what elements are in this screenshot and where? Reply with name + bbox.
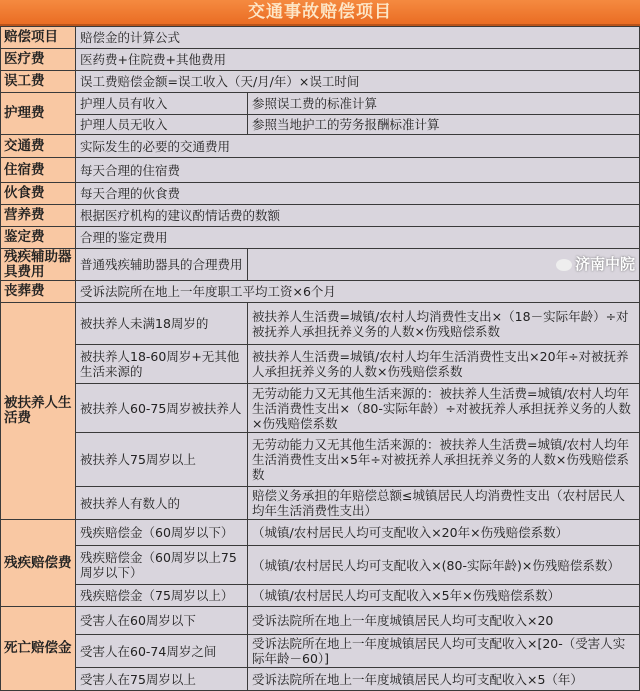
row-value: 每天合理的伙食费 bbox=[76, 183, 640, 205]
row-condition: 残疾赔偿金（60周岁以下） bbox=[76, 520, 248, 546]
table-row bbox=[1, 183, 640, 205]
row-value: 合理的鉴定费用 bbox=[76, 227, 640, 249]
table-row bbox=[1, 585, 640, 607]
row-value: 受诉法院所在地上一年度职工平均工资×6个月 bbox=[76, 281, 640, 303]
row-value: 根据医疗机构的建议酌情话费的数额 bbox=[76, 205, 640, 227]
row-label: 营养费 bbox=[1, 205, 76, 227]
row-condition: 被扶养人有数人的 bbox=[76, 487, 248, 520]
row-value: 受诉法院所在地上一年度城镇居民人均可支配收入×20 bbox=[248, 607, 640, 635]
row-value: 受诉法院所在地上一年度城镇居民人均可支配收入×[20-（受害人实际年龄－60）] bbox=[248, 635, 640, 668]
row-label: 住宿费 bbox=[1, 158, 76, 183]
watermark bbox=[556, 257, 635, 272]
table-row bbox=[1, 384, 640, 433]
compensation-table bbox=[0, 26, 640, 691]
row-value: 普通残疾辅助器具的合理费用 bbox=[76, 249, 248, 281]
row-value: （城镇/农村居民人均可支配收入×20年×伤残赔偿系数） bbox=[248, 520, 640, 546]
row-condition: 被扶养人未满18周岁的 bbox=[76, 303, 248, 345]
table-row bbox=[1, 607, 640, 635]
row-label: 被扶养人生活费 bbox=[1, 303, 76, 520]
row-value: 被扶养人生活费=城镇/农村人均年生活消费性支出×20年÷对被抚养人承担抚养义务的人数×伤残赔偿系数 bbox=[248, 345, 640, 384]
row-label: 残疾辅助器具费用 bbox=[1, 249, 76, 281]
row-label: 残疾赔偿费 bbox=[1, 520, 76, 607]
table-row bbox=[1, 227, 640, 249]
row-value: 赔偿义务承担的年赔偿总额≤城镇居民人均消费性支出（农村居民人均年生活消费性支出） bbox=[248, 487, 640, 520]
table-title: 交通事故赔偿项目 bbox=[0, 0, 640, 26]
header-formula: 赔偿金的计算公式 bbox=[76, 27, 640, 49]
table-row bbox=[1, 303, 640, 345]
row-condition: 受害人在60-74周岁之间 bbox=[76, 635, 248, 668]
table-row bbox=[1, 635, 640, 668]
table-row bbox=[1, 249, 640, 281]
row-condition: 被扶养人18-60周岁+无其他生活来源的 bbox=[76, 345, 248, 384]
row-value: 每天合理的住宿费 bbox=[76, 158, 640, 183]
table-header-row bbox=[1, 27, 640, 49]
row-label: 误工费 bbox=[1, 71, 76, 93]
row-condition: 受害人在75周岁以上 bbox=[76, 668, 248, 691]
table-row bbox=[1, 487, 640, 520]
row-label: 护理费 bbox=[1, 93, 76, 135]
row-condition: 护理人员无收入 bbox=[76, 115, 248, 135]
row-label: 死亡赔偿金 bbox=[1, 607, 76, 691]
row-value: 受诉法院所在地上一年度城镇居民人均可支配收入×5（年） bbox=[248, 668, 640, 691]
row-value: 医药费+住院费+其他费用 bbox=[76, 49, 640, 71]
row-condition: 受害人在60周岁以下 bbox=[76, 607, 248, 635]
row-condition: 残疾赔偿金（60周岁以上75周岁以下） bbox=[76, 546, 248, 585]
row-value: 无劳动能力又无其他生活来源的：被扶养人生活费=城镇/农村人均年生活消费性支出×5年÷对被抚养人承担抚养义务的人数×伤残赔偿系数 bbox=[248, 433, 640, 487]
row-value: （城镇/农村居民人均可支配收入×(80-实际年龄)×伤残赔偿系数） bbox=[248, 546, 640, 585]
table-row bbox=[1, 158, 640, 183]
table-row bbox=[1, 135, 640, 158]
row-value: 实际发生的必要的交通费用 bbox=[76, 135, 640, 158]
empty-cell bbox=[248, 249, 640, 281]
row-value: 参照误工费的标准计算 bbox=[248, 93, 640, 115]
row-condition: 护理人员有收入 bbox=[76, 93, 248, 115]
row-value: 无劳动能力又无其他生活来源的：被扶养人生活费=城镇/农村人均年生活消费性支出×（80-实际年龄）÷对被抚养人承担抚养义务的人数×伤残赔偿系数 bbox=[248, 384, 640, 433]
row-condition: 被扶养人75周岁以上 bbox=[76, 433, 248, 487]
row-label: 医疗费 bbox=[1, 49, 76, 71]
table-row bbox=[1, 668, 640, 691]
header-item: 赔偿项目 bbox=[1, 27, 76, 49]
table-row bbox=[1, 520, 640, 546]
row-condition: 残疾赔偿金（75周岁以上） bbox=[76, 585, 248, 607]
row-value: （城镇/农村居民人均可支配收入×5年×伤残赔偿系数） bbox=[248, 585, 640, 607]
wechat-logo-icon bbox=[556, 259, 572, 271]
row-value: 误工费赔偿金额=误工收入（天/月/年）×误工时间 bbox=[76, 71, 640, 93]
table-row bbox=[1, 433, 640, 487]
table-row bbox=[1, 93, 640, 115]
row-label: 伙食费 bbox=[1, 183, 76, 205]
row-value: 参照当地护工的劳务报酬标准计算 bbox=[248, 115, 640, 135]
table-row bbox=[1, 281, 640, 303]
watermark-text: 济南中院 bbox=[574, 255, 635, 273]
table-row bbox=[1, 71, 640, 93]
row-label: 丧葬费 bbox=[1, 281, 76, 303]
table-row bbox=[1, 345, 640, 384]
table-row bbox=[1, 546, 640, 585]
table-row bbox=[1, 49, 640, 71]
row-value: 被扶养人生活费=城镇/农村人均消费性支出×（18－实际年龄）÷对被抚养人承担抚养义务的人数×伤残赔偿系数 bbox=[248, 303, 640, 345]
row-condition: 被扶养人60-75周岁被扶养人 bbox=[76, 384, 248, 433]
table-row bbox=[1, 115, 640, 135]
table-row bbox=[1, 205, 640, 227]
row-label: 交通费 bbox=[1, 135, 76, 158]
row-label: 鉴定费 bbox=[1, 227, 76, 249]
